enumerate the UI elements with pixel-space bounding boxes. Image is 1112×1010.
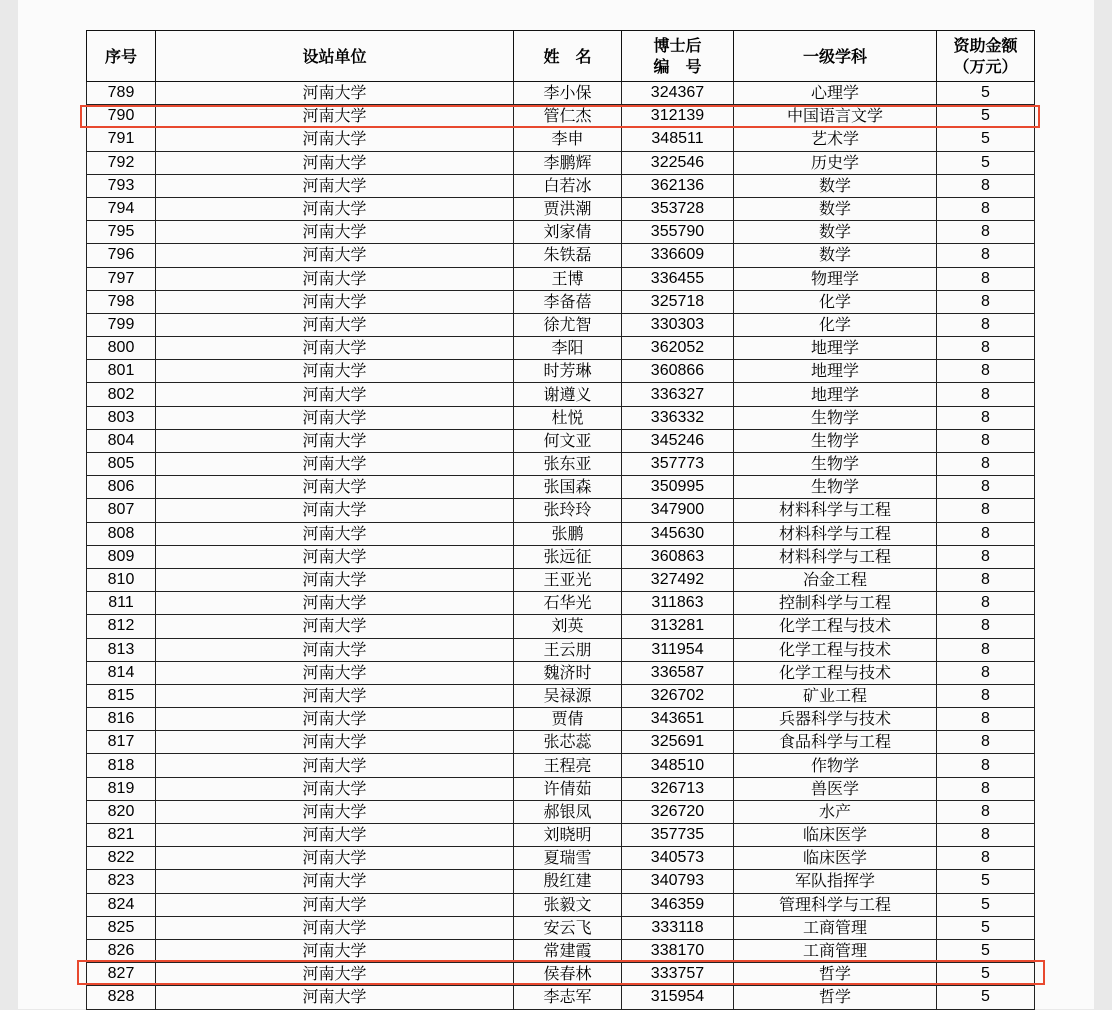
cell-postdoc-id: 360863 [622, 545, 734, 568]
cell-seq: 792 [87, 151, 156, 174]
cell-amount: 8 [937, 545, 1035, 568]
highlight-box-row-790 [80, 105, 1040, 128]
cell-amount: 8 [937, 406, 1035, 429]
cell-postdoc-id: 311954 [622, 638, 734, 661]
cell-discipline: 兽医学 [734, 777, 937, 800]
cell-name: 时芳琳 [514, 360, 622, 383]
cell-name: 何文亚 [514, 429, 622, 452]
cell-name: 李备蓓 [514, 290, 622, 313]
cell-postdoc-id: 312139 [622, 105, 734, 128]
cell-name: 刘英 [514, 615, 622, 638]
cell-amount: 8 [937, 290, 1035, 313]
table-row [87, 638, 1035, 661]
table-row [87, 870, 1035, 893]
cell-discipline: 历史学 [734, 151, 937, 174]
cell-unit: 河南大学 [156, 337, 514, 360]
cell-name: 刘家倩 [514, 221, 622, 244]
cell-name: 张鹏 [514, 522, 622, 545]
table-row [87, 661, 1035, 684]
cell-postdoc-id: 345630 [622, 522, 734, 545]
table-row [87, 174, 1035, 197]
cell-discipline: 生物学 [734, 406, 937, 429]
cell-name: 白若冰 [514, 174, 622, 197]
cell-unit: 河南大学 [156, 476, 514, 499]
cell-discipline: 作物学 [734, 754, 937, 777]
header-postdoc-id [622, 31, 734, 82]
cell-seq: 804 [87, 429, 156, 452]
cell-postdoc-id: 315954 [622, 986, 734, 1009]
cell-postdoc-id: 324367 [622, 82, 734, 105]
cell-postdoc-id: 355790 [622, 221, 734, 244]
cell-amount: 5 [937, 916, 1035, 939]
cell-name: 徐尤智 [514, 313, 622, 336]
cell-unit: 河南大学 [156, 800, 514, 823]
cell-name: 张远征 [514, 545, 622, 568]
cell-seq: 815 [87, 684, 156, 707]
cell-postdoc-id: 336327 [622, 383, 734, 406]
cell-name: 谢遵义 [514, 383, 622, 406]
cell-name: 殷红建 [514, 870, 622, 893]
cell-amount: 8 [937, 244, 1035, 267]
cell-name: 侯春林 [514, 963, 622, 986]
header-amount-line1: 资助金额 [953, 36, 1018, 55]
cell-unit: 河南大学 [156, 731, 514, 754]
cell-seq: 825 [87, 916, 156, 939]
cell-amount: 5 [937, 986, 1035, 1009]
table-row [87, 847, 1035, 870]
cell-postdoc-id: 362136 [622, 174, 734, 197]
cell-name: 常建霞 [514, 939, 622, 962]
cell-amount: 5 [937, 870, 1035, 893]
table-row [87, 244, 1035, 267]
table-row [87, 708, 1035, 731]
cell-name: 李志军 [514, 986, 622, 1009]
cell-amount: 8 [937, 824, 1035, 847]
cell-seq: 810 [87, 568, 156, 591]
cell-unit: 河南大学 [156, 568, 514, 591]
cell-unit: 河南大学 [156, 615, 514, 638]
table-row [87, 754, 1035, 777]
cell-postdoc-id: 333118 [622, 916, 734, 939]
cell-amount: 8 [937, 476, 1035, 499]
header-discipline: 一级学科 [734, 31, 937, 82]
cell-seq: 796 [87, 244, 156, 267]
cell-amount: 8 [937, 800, 1035, 823]
table-header-row [87, 31, 1035, 82]
table-row [87, 893, 1035, 916]
cell-amount: 8 [937, 429, 1035, 452]
cell-name: 李鹏辉 [514, 151, 622, 174]
cell-postdoc-id: 345246 [622, 429, 734, 452]
cell-discipline: 食品科学与工程 [734, 731, 937, 754]
cell-seq: 801 [87, 360, 156, 383]
header-amount [937, 31, 1035, 82]
cell-amount: 8 [937, 360, 1035, 383]
cell-amount: 8 [937, 777, 1035, 800]
cell-discipline: 数学 [734, 174, 937, 197]
highlight-box-row-827 [77, 960, 1045, 985]
cell-name: 李小保 [514, 82, 622, 105]
cell-discipline: 材料科学与工程 [734, 499, 937, 522]
cell-unit: 河南大学 [156, 128, 514, 151]
cell-amount: 8 [937, 522, 1035, 545]
table-row [87, 684, 1035, 707]
table-row [87, 615, 1035, 638]
cell-discipline: 化学工程与技术 [734, 638, 937, 661]
table-row [87, 522, 1035, 545]
cell-seq: 819 [87, 777, 156, 800]
cell-discipline: 管理科学与工程 [734, 893, 937, 916]
cell-unit: 河南大学 [156, 453, 514, 476]
table-row [87, 383, 1035, 406]
cell-name: 杜悦 [514, 406, 622, 429]
cell-postdoc-id: 353728 [622, 197, 734, 220]
table-row [87, 453, 1035, 476]
cell-seq: 816 [87, 708, 156, 731]
cell-amount: 8 [937, 847, 1035, 870]
cell-unit: 河南大学 [156, 290, 514, 313]
cell-postdoc-id: 348510 [622, 754, 734, 777]
table-row [87, 221, 1035, 244]
cell-seq: 808 [87, 522, 156, 545]
cell-amount: 8 [937, 337, 1035, 360]
cell-discipline: 生物学 [734, 453, 937, 476]
cell-seq: 802 [87, 383, 156, 406]
cell-amount: 8 [937, 197, 1035, 220]
header-postdoc-id-line1: 博士后 [653, 36, 702, 55]
cell-seq: 807 [87, 499, 156, 522]
cell-unit: 河南大学 [156, 684, 514, 707]
cell-name: 朱铁磊 [514, 244, 622, 267]
cell-postdoc-id: 348511 [622, 128, 734, 151]
cell-unit: 河南大学 [156, 174, 514, 197]
table-row [87, 777, 1035, 800]
cell-seq: 822 [87, 847, 156, 870]
cell-unit: 河南大学 [156, 777, 514, 800]
cell-discipline: 化学 [734, 313, 937, 336]
cell-discipline: 兵器科学与技术 [734, 708, 937, 731]
cell-seq: 821 [87, 824, 156, 847]
cell-name: 王程亮 [514, 754, 622, 777]
cell-unit: 河南大学 [156, 847, 514, 870]
cell-postdoc-id: 340573 [622, 847, 734, 870]
cell-postdoc-id: 336587 [622, 661, 734, 684]
cell-unit: 河南大学 [156, 916, 514, 939]
cell-seq: 812 [87, 615, 156, 638]
cell-postdoc-id: 327492 [622, 568, 734, 591]
postdoc-funding-table [86, 30, 1035, 1010]
cell-name: 王博 [514, 267, 622, 290]
cell-unit: 河南大学 [156, 754, 514, 777]
cell-amount: 8 [937, 615, 1035, 638]
header-unit: 设站单位 [156, 31, 514, 82]
cell-seq: 797 [87, 267, 156, 290]
cell-discipline: 哲学 [734, 963, 937, 986]
cell-discipline: 地理学 [734, 337, 937, 360]
cell-unit: 河南大学 [156, 870, 514, 893]
table-row [87, 151, 1035, 174]
cell-name: 张国森 [514, 476, 622, 499]
cell-name: 郝银凤 [514, 800, 622, 823]
cell-discipline: 水产 [734, 800, 937, 823]
cell-discipline: 数学 [734, 244, 937, 267]
cell-discipline: 材料科学与工程 [734, 545, 937, 568]
cell-postdoc-id: 336455 [622, 267, 734, 290]
cell-name: 王亚光 [514, 568, 622, 591]
cell-postdoc-id: 326713 [622, 777, 734, 800]
cell-discipline: 哲学 [734, 986, 937, 1009]
cell-amount: 5 [937, 128, 1035, 151]
cell-seq: 789 [87, 82, 156, 105]
cell-seq: 828 [87, 986, 156, 1009]
cell-name: 张芯蕊 [514, 731, 622, 754]
table-row [87, 360, 1035, 383]
cell-postdoc-id: 362052 [622, 337, 734, 360]
table-row [87, 476, 1035, 499]
cell-discipline: 工商管理 [734, 916, 937, 939]
cell-postdoc-id: 311863 [622, 592, 734, 615]
cell-seq: 818 [87, 754, 156, 777]
cell-unit: 河南大学 [156, 151, 514, 174]
cell-amount: 5 [937, 105, 1035, 128]
cell-seq: 805 [87, 453, 156, 476]
cell-unit: 河南大学 [156, 221, 514, 244]
cell-postdoc-id: 360866 [622, 360, 734, 383]
cell-seq: 803 [87, 406, 156, 429]
table-row [87, 197, 1035, 220]
cell-seq: 817 [87, 731, 156, 754]
cell-name: 吴禄源 [514, 684, 622, 707]
table-row [87, 592, 1035, 615]
cell-unit: 河南大学 [156, 197, 514, 220]
cell-unit: 河南大学 [156, 82, 514, 105]
table-row [87, 568, 1035, 591]
cell-amount: 8 [937, 684, 1035, 707]
cell-seq: 795 [87, 221, 156, 244]
table-row [87, 545, 1035, 568]
cell-amount: 8 [937, 267, 1035, 290]
cell-seq: 793 [87, 174, 156, 197]
cell-postdoc-id: 313281 [622, 615, 734, 638]
cell-amount: 8 [937, 708, 1035, 731]
cell-postdoc-id: 330303 [622, 313, 734, 336]
cell-amount: 5 [937, 939, 1035, 962]
cell-discipline: 控制科学与工程 [734, 592, 937, 615]
cell-seq: 826 [87, 939, 156, 962]
cell-name: 王云朋 [514, 638, 622, 661]
cell-discipline: 军队指挥学 [734, 870, 937, 893]
cell-seq: 794 [87, 197, 156, 220]
cell-amount: 8 [937, 499, 1035, 522]
cell-unit: 河南大学 [156, 545, 514, 568]
cell-discipline: 化学工程与技术 [734, 661, 937, 684]
cell-unit: 河南大学 [156, 986, 514, 1009]
cell-discipline: 地理学 [734, 383, 937, 406]
cell-unit: 河南大学 [156, 939, 514, 962]
cell-postdoc-id: 326702 [622, 684, 734, 707]
cell-amount: 8 [937, 383, 1035, 406]
header-seq: 序号 [87, 31, 156, 82]
cell-discipline: 心理学 [734, 82, 937, 105]
cell-discipline: 地理学 [734, 360, 937, 383]
cell-unit: 河南大学 [156, 360, 514, 383]
cell-seq: 827 [87, 963, 156, 986]
cell-name: 刘晓明 [514, 824, 622, 847]
cell-postdoc-id: 336332 [622, 406, 734, 429]
cell-postdoc-id: 350995 [622, 476, 734, 499]
cell-seq: 809 [87, 545, 156, 568]
table-row [87, 916, 1035, 939]
cell-postdoc-id: 326720 [622, 800, 734, 823]
cell-unit: 河南大学 [156, 267, 514, 290]
cell-discipline: 临床医学 [734, 824, 937, 847]
cell-postdoc-id: 347900 [622, 499, 734, 522]
cell-amount: 8 [937, 661, 1035, 684]
cell-discipline: 生物学 [734, 429, 937, 452]
table-row [87, 986, 1035, 1009]
cell-seq: 824 [87, 893, 156, 916]
cell-amount: 5 [937, 893, 1035, 916]
cell-seq: 799 [87, 313, 156, 336]
cell-postdoc-id: 346359 [622, 893, 734, 916]
cell-unit: 河南大学 [156, 313, 514, 336]
cell-name: 许倩茹 [514, 777, 622, 800]
cell-discipline: 艺术学 [734, 128, 937, 151]
cell-discipline: 临床医学 [734, 847, 937, 870]
cell-amount: 8 [937, 568, 1035, 591]
cell-seq: 798 [87, 290, 156, 313]
cell-amount: 8 [937, 638, 1035, 661]
cell-seq: 811 [87, 592, 156, 615]
table-row [87, 731, 1035, 754]
cell-unit: 河南大学 [156, 383, 514, 406]
table-row [87, 337, 1035, 360]
cell-postdoc-id: 336609 [622, 244, 734, 267]
cell-name: 张毅文 [514, 893, 622, 916]
cell-postdoc-id: 325691 [622, 731, 734, 754]
cell-seq: 800 [87, 337, 156, 360]
cell-name: 夏瑞雪 [514, 847, 622, 870]
cell-name: 安云飞 [514, 916, 622, 939]
cell-amount: 5 [937, 82, 1035, 105]
cell-name: 石华光 [514, 592, 622, 615]
cell-name: 贾倩 [514, 708, 622, 731]
cell-postdoc-id: 325718 [622, 290, 734, 313]
cell-unit: 河南大学 [156, 824, 514, 847]
cell-postdoc-id: 340793 [622, 870, 734, 893]
cell-amount: 5 [937, 151, 1035, 174]
header-postdoc-id-line2: 编 号 [653, 57, 702, 76]
table-row [87, 429, 1035, 452]
cell-postdoc-id: 322546 [622, 151, 734, 174]
cell-amount: 8 [937, 174, 1035, 197]
cell-unit: 河南大学 [156, 429, 514, 452]
cell-discipline: 冶金工程 [734, 568, 937, 591]
cell-seq: 790 [87, 105, 156, 128]
cell-amount: 5 [937, 963, 1035, 986]
cell-seq: 813 [87, 638, 156, 661]
table-row [87, 499, 1035, 522]
cell-unit: 河南大学 [156, 708, 514, 731]
cell-unit: 河南大学 [156, 638, 514, 661]
cell-name: 魏济时 [514, 661, 622, 684]
header-name: 姓 名 [514, 31, 622, 82]
cell-discipline: 生物学 [734, 476, 937, 499]
table-row [87, 290, 1035, 313]
cell-discipline: 物理学 [734, 267, 937, 290]
table-row [87, 313, 1035, 336]
table-row [87, 128, 1035, 151]
cell-seq: 814 [87, 661, 156, 684]
cell-seq: 823 [87, 870, 156, 893]
cell-amount: 8 [937, 313, 1035, 336]
cell-discipline: 数学 [734, 221, 937, 244]
cell-unit: 河南大学 [156, 244, 514, 267]
cell-seq: 791 [87, 128, 156, 151]
cell-amount: 8 [937, 754, 1035, 777]
cell-unit: 河南大学 [156, 592, 514, 615]
cell-discipline: 中国语言文学 [734, 105, 937, 128]
cell-postdoc-id: 343651 [622, 708, 734, 731]
cell-name: 李申 [514, 128, 622, 151]
cell-name: 管仁杰 [514, 105, 622, 128]
cell-seq: 820 [87, 800, 156, 823]
cell-amount: 8 [937, 221, 1035, 244]
cell-postdoc-id: 357735 [622, 824, 734, 847]
cell-discipline: 化学工程与技术 [734, 615, 937, 638]
cell-postdoc-id: 333757 [622, 963, 734, 986]
header-amount-line2: （万元） [953, 57, 1018, 76]
cell-unit: 河南大学 [156, 522, 514, 545]
cell-unit: 河南大学 [156, 499, 514, 522]
cell-amount: 8 [937, 592, 1035, 615]
cell-name: 贾洪潮 [514, 197, 622, 220]
cell-discipline: 材料科学与工程 [734, 522, 937, 545]
cell-postdoc-id: 338170 [622, 939, 734, 962]
table-row [87, 82, 1035, 105]
cell-postdoc-id: 357773 [622, 453, 734, 476]
table-row [87, 406, 1035, 429]
cell-discipline: 矿业工程 [734, 684, 937, 707]
cell-seq: 806 [87, 476, 156, 499]
cell-unit: 河南大学 [156, 661, 514, 684]
cell-name: 张东亚 [514, 453, 622, 476]
cell-unit: 河南大学 [156, 893, 514, 916]
cell-amount: 8 [937, 731, 1035, 754]
table-row [87, 800, 1035, 823]
cell-unit: 河南大学 [156, 963, 514, 986]
table-row [87, 824, 1035, 847]
cell-discipline: 工商管理 [734, 939, 937, 962]
cell-name: 张玲玲 [514, 499, 622, 522]
cell-name: 李阳 [514, 337, 622, 360]
cell-unit: 河南大学 [156, 105, 514, 128]
cell-amount: 8 [937, 453, 1035, 476]
cell-discipline: 数学 [734, 197, 937, 220]
cell-discipline: 化学 [734, 290, 937, 313]
cell-unit: 河南大学 [156, 406, 514, 429]
table-row [87, 267, 1035, 290]
